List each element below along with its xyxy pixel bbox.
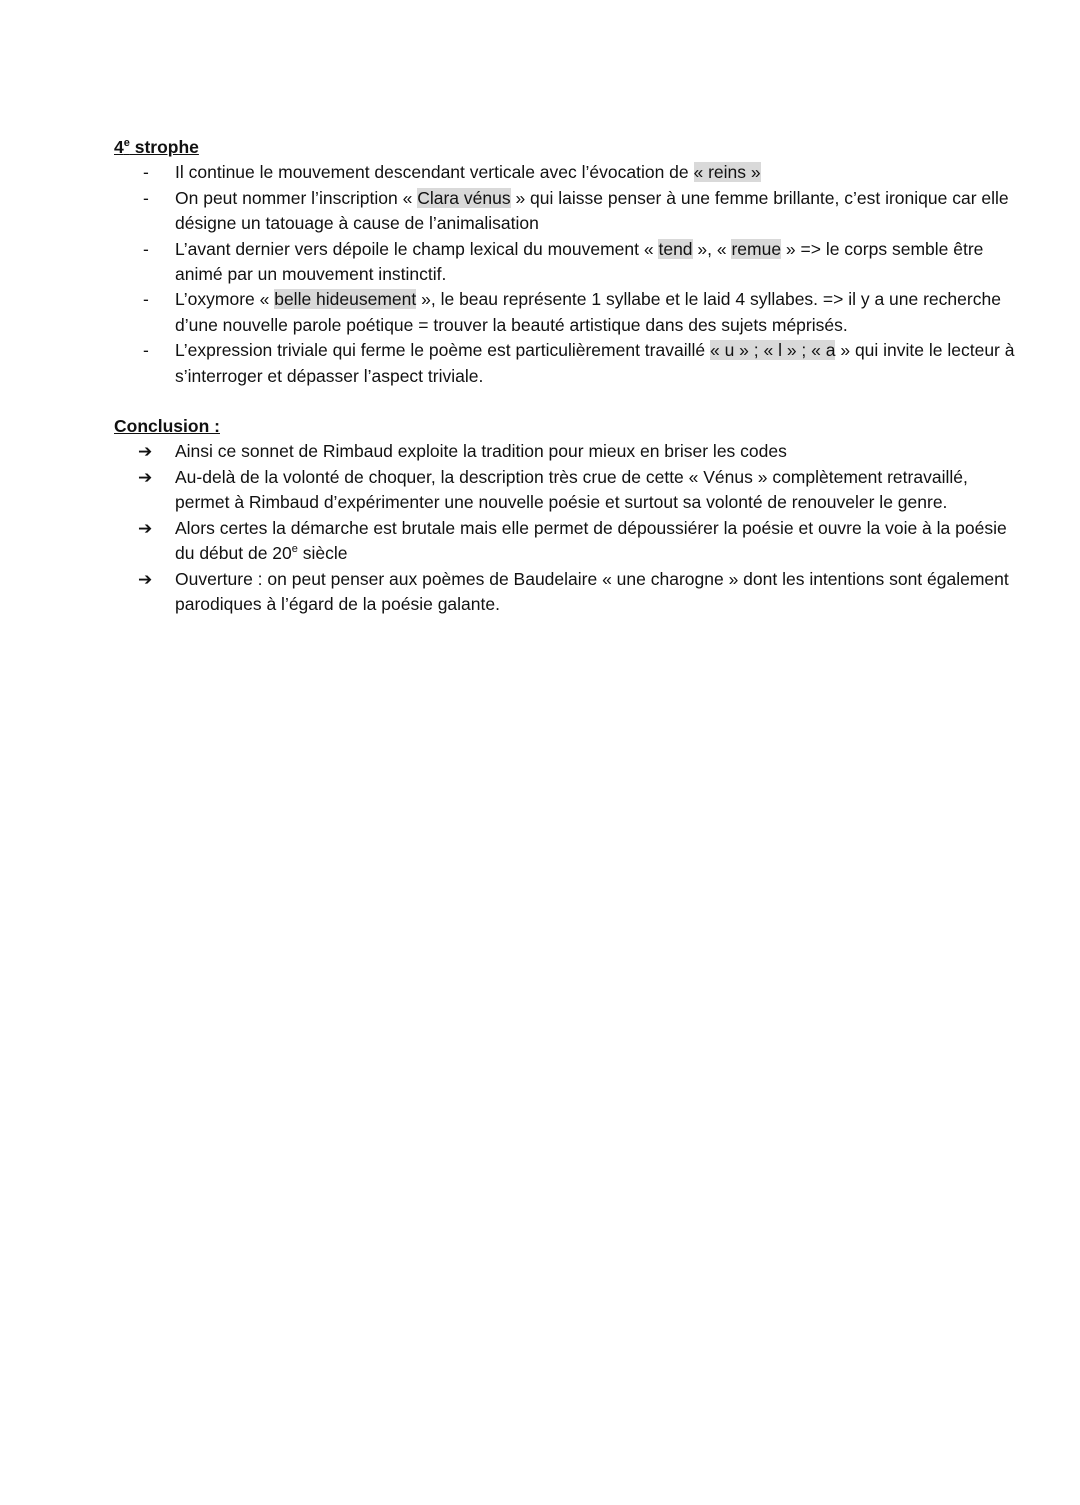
dash-bullet: -	[143, 187, 149, 208]
list-item: - On peut nommer l’inscription « Clara vénus » qui laisse penser à une femme brillante, c’est ironique car elle désigne un tatouage à cause de l’animalisation	[143, 187, 1009, 234]
list-item: - Il continue le mouvement descendant verticale avec l’évocation de « reins »	[114, 160, 1024, 185]
list-item: - L’expression triviale qui ferme le poème est particulièrement travaillé « u » ; « l » ; « a » qui invite le lecteur à s’interroger et dépasser l’aspect triviale.	[143, 340, 1015, 386]
section-heading-conclusion: Conclusion :	[114, 416, 220, 437]
highlighted-quote: « u » ; « l » ; « a	[709, 340, 836, 361]
arrow-right-icon: ➔	[138, 569, 153, 589]
highlighted-quote: Clara vénus	[417, 187, 511, 208]
section-heading-4e-strophe: 4e strophe	[114, 137, 199, 157]
document-content	[114, 135, 1024, 617]
highlighted-quote: tend	[658, 238, 693, 259]
heading-superscript: e	[123, 137, 130, 150]
century-superscript: e	[291, 543, 298, 556]
dash-bullet: -	[143, 162, 149, 183]
arrow-right-icon: ➔	[138, 467, 153, 487]
section-spacer	[114, 389, 1024, 414]
conclusion-arrow-list	[114, 439, 1024, 617]
highlighted-quote: belle hideusement	[274, 289, 417, 310]
list-item: ➔ Au-delà de la volonté de choquer, la description très crue de cette « Vénus » complètement retravaillé, permet à Rimbaud d’expérimenter une nouvelle poésie et surtout sa volonté de renouveler le genre.	[138, 466, 968, 513]
dash-bullet: -	[143, 340, 149, 361]
list-item: ➔ Alors certes la démarche est brutale mais elle permet de dépoussiérer la poésie et ouvre la voie à la poésie du début de 20e siècle	[138, 517, 1007, 564]
list-item: - L’oxymore « belle hideusement », le beau représente 1 syllabe et le laid 4 syllabes. => il y a une recherche d’une nouvelle parole poétique = trouver la beauté artistique dans des sujets méprisés.	[143, 289, 1001, 335]
dash-bullet: -	[143, 289, 149, 310]
list-item: ➔ Ouverture : on peut penser aux poèmes de Baudelaire « une charogne » dont les intentions sont également parodiques à l’égard de la poésie galante.	[138, 568, 1009, 614]
dash-bullet: -	[143, 238, 149, 259]
arrow-right-icon: ➔	[138, 442, 153, 462]
highlighted-quote: « reins »	[693, 162, 761, 183]
list-item: - L’avant dernier vers dépoile le champ lexical du mouvement « tend », « remue » => le corps semble être animé par un mouvement instinctif.	[143, 238, 984, 285]
strophe-bullet-list	[114, 160, 1024, 389]
highlighted-quote: remue	[731, 238, 782, 259]
list-item: ➔ Ainsi ce sonnet de Rimbaud exploite la tradition pour mieux en briser les codes	[114, 439, 1024, 464]
arrow-right-icon: ➔	[138, 518, 153, 538]
